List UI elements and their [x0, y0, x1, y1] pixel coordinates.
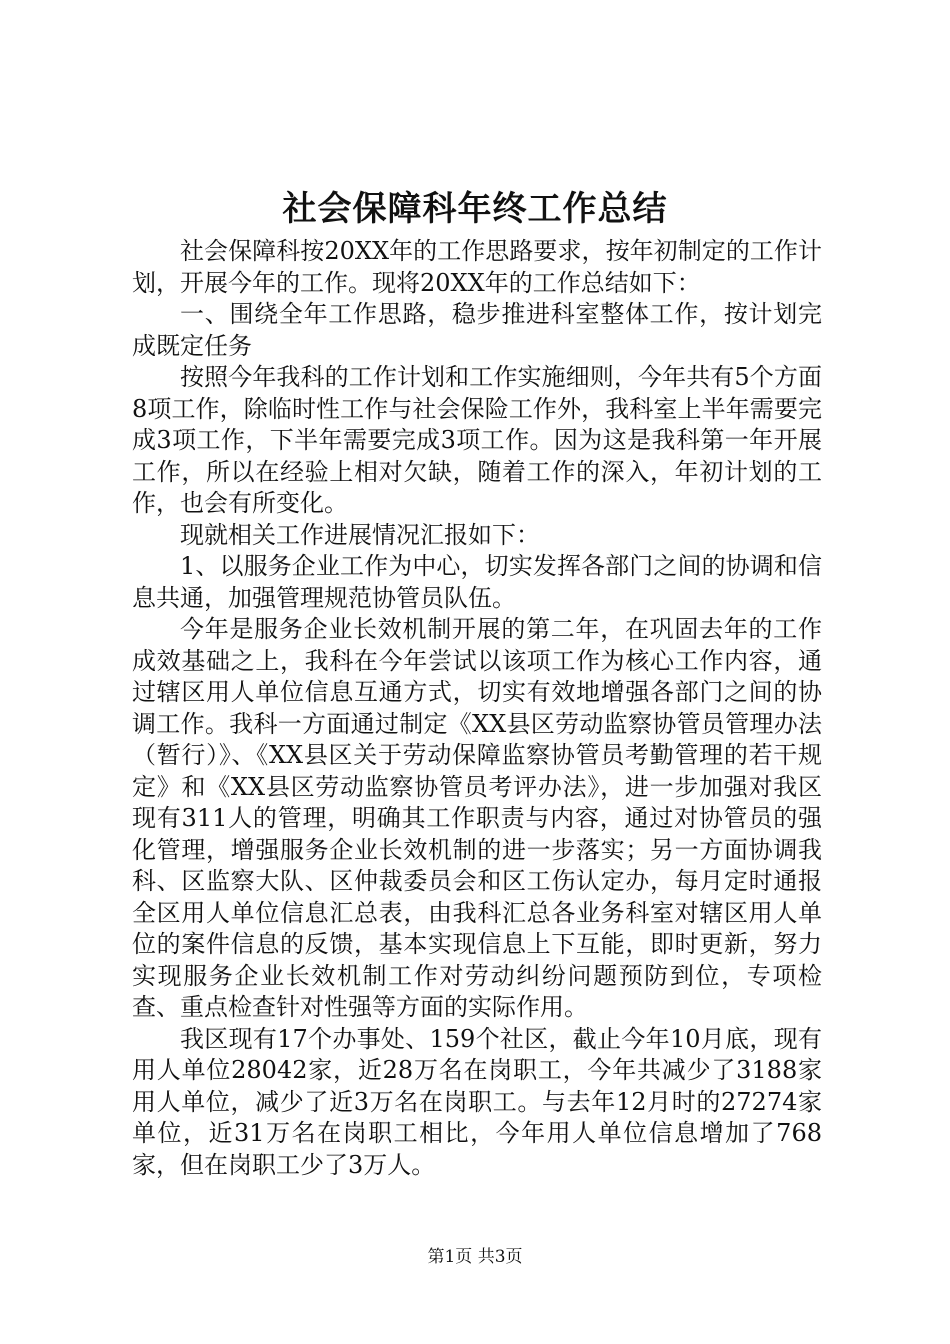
paragraph-report-lead: 现就相关工作进展情况汇报如下：: [180, 520, 540, 549]
paragraph-statistics: 我区现有17个办事处、159个社区，截止今年10月底，现有用人单位28042家，近28万名在岗职工，今年共减少了3188家用人单位，减少了近3万名在岗职工。与去年12月时的27274家单位，近31万名在岗职工相比，今年用人单位信息增加了768家，但在岗职工少了3万人。: [132, 1024, 822, 1179]
paragraph-item-1-heading: 1、以服务企业工作为中心，切实发挥各部门之间的协调和信息共通，加强管理规范协管员队伍。: [132, 552, 822, 612]
paragraph-section-heading-1: 一、围绕全年工作思路，稳步推进科室整体工作，按计划完成既定任务: [132, 300, 822, 360]
paragraph-long-term-mechanism: 今年是服务企业长效机制开展的第二年，在巩固去年的工作成效基础之上，我科在今年尝试以该项工作为核心工作内容，通过辖区用人单位信息互通方式，切实有效地增强各部门之间的协调工作。我科一方面通过制定《XX县区劳动监察协管员管理办法（暂行）》、《XX县区关于劳动保障监察协管员考勤管理的若干规定》和《XX县区劳动监察协管员考评办法》，进一步加强对我区现有311人的管理，明确其工作职责与内容，通过对协管员的强化管理，增强服务企业长效机制的进一步落实；另一方面协调我科、区监察大队、区仲裁委员会和区工伤认定办，每月定时通报全区用人单位信息汇总表，由我科汇总各业务科室对辖区用人单位的案件信息的反馈，基本实现信息上下互能，即时更新，努力实现服务企业长效机制工作对劳动纠纷问题预防到位，专项检查、重点检查针对性强等方面的实际作用。: [132, 615, 822, 1021]
page-footer: 第1页 共3页: [427, 1247, 523, 1267]
paragraph-work-plan: 按照今年我科的工作计划和工作实施细则，今年共有5个方面8项工作，除临时性工作与社会保险工作外，我科室上半年需要完成3项工作，下半年需要完成3项工作。因为这是我科第一年开展工作，所以在经验上相对欠缺，随着工作的深入，年初计划的工作，也会有所变化。: [132, 363, 822, 517]
paragraph-intro: 社会保障科按20XX年的工作思路要求，按年初制定的工作计划，开展今年的工作。现将20XX年的工作总结如下：: [132, 237, 822, 297]
document-title: 社会保障科年终工作总结: [282, 189, 668, 229]
document-body: [132, 236, 822, 1181]
